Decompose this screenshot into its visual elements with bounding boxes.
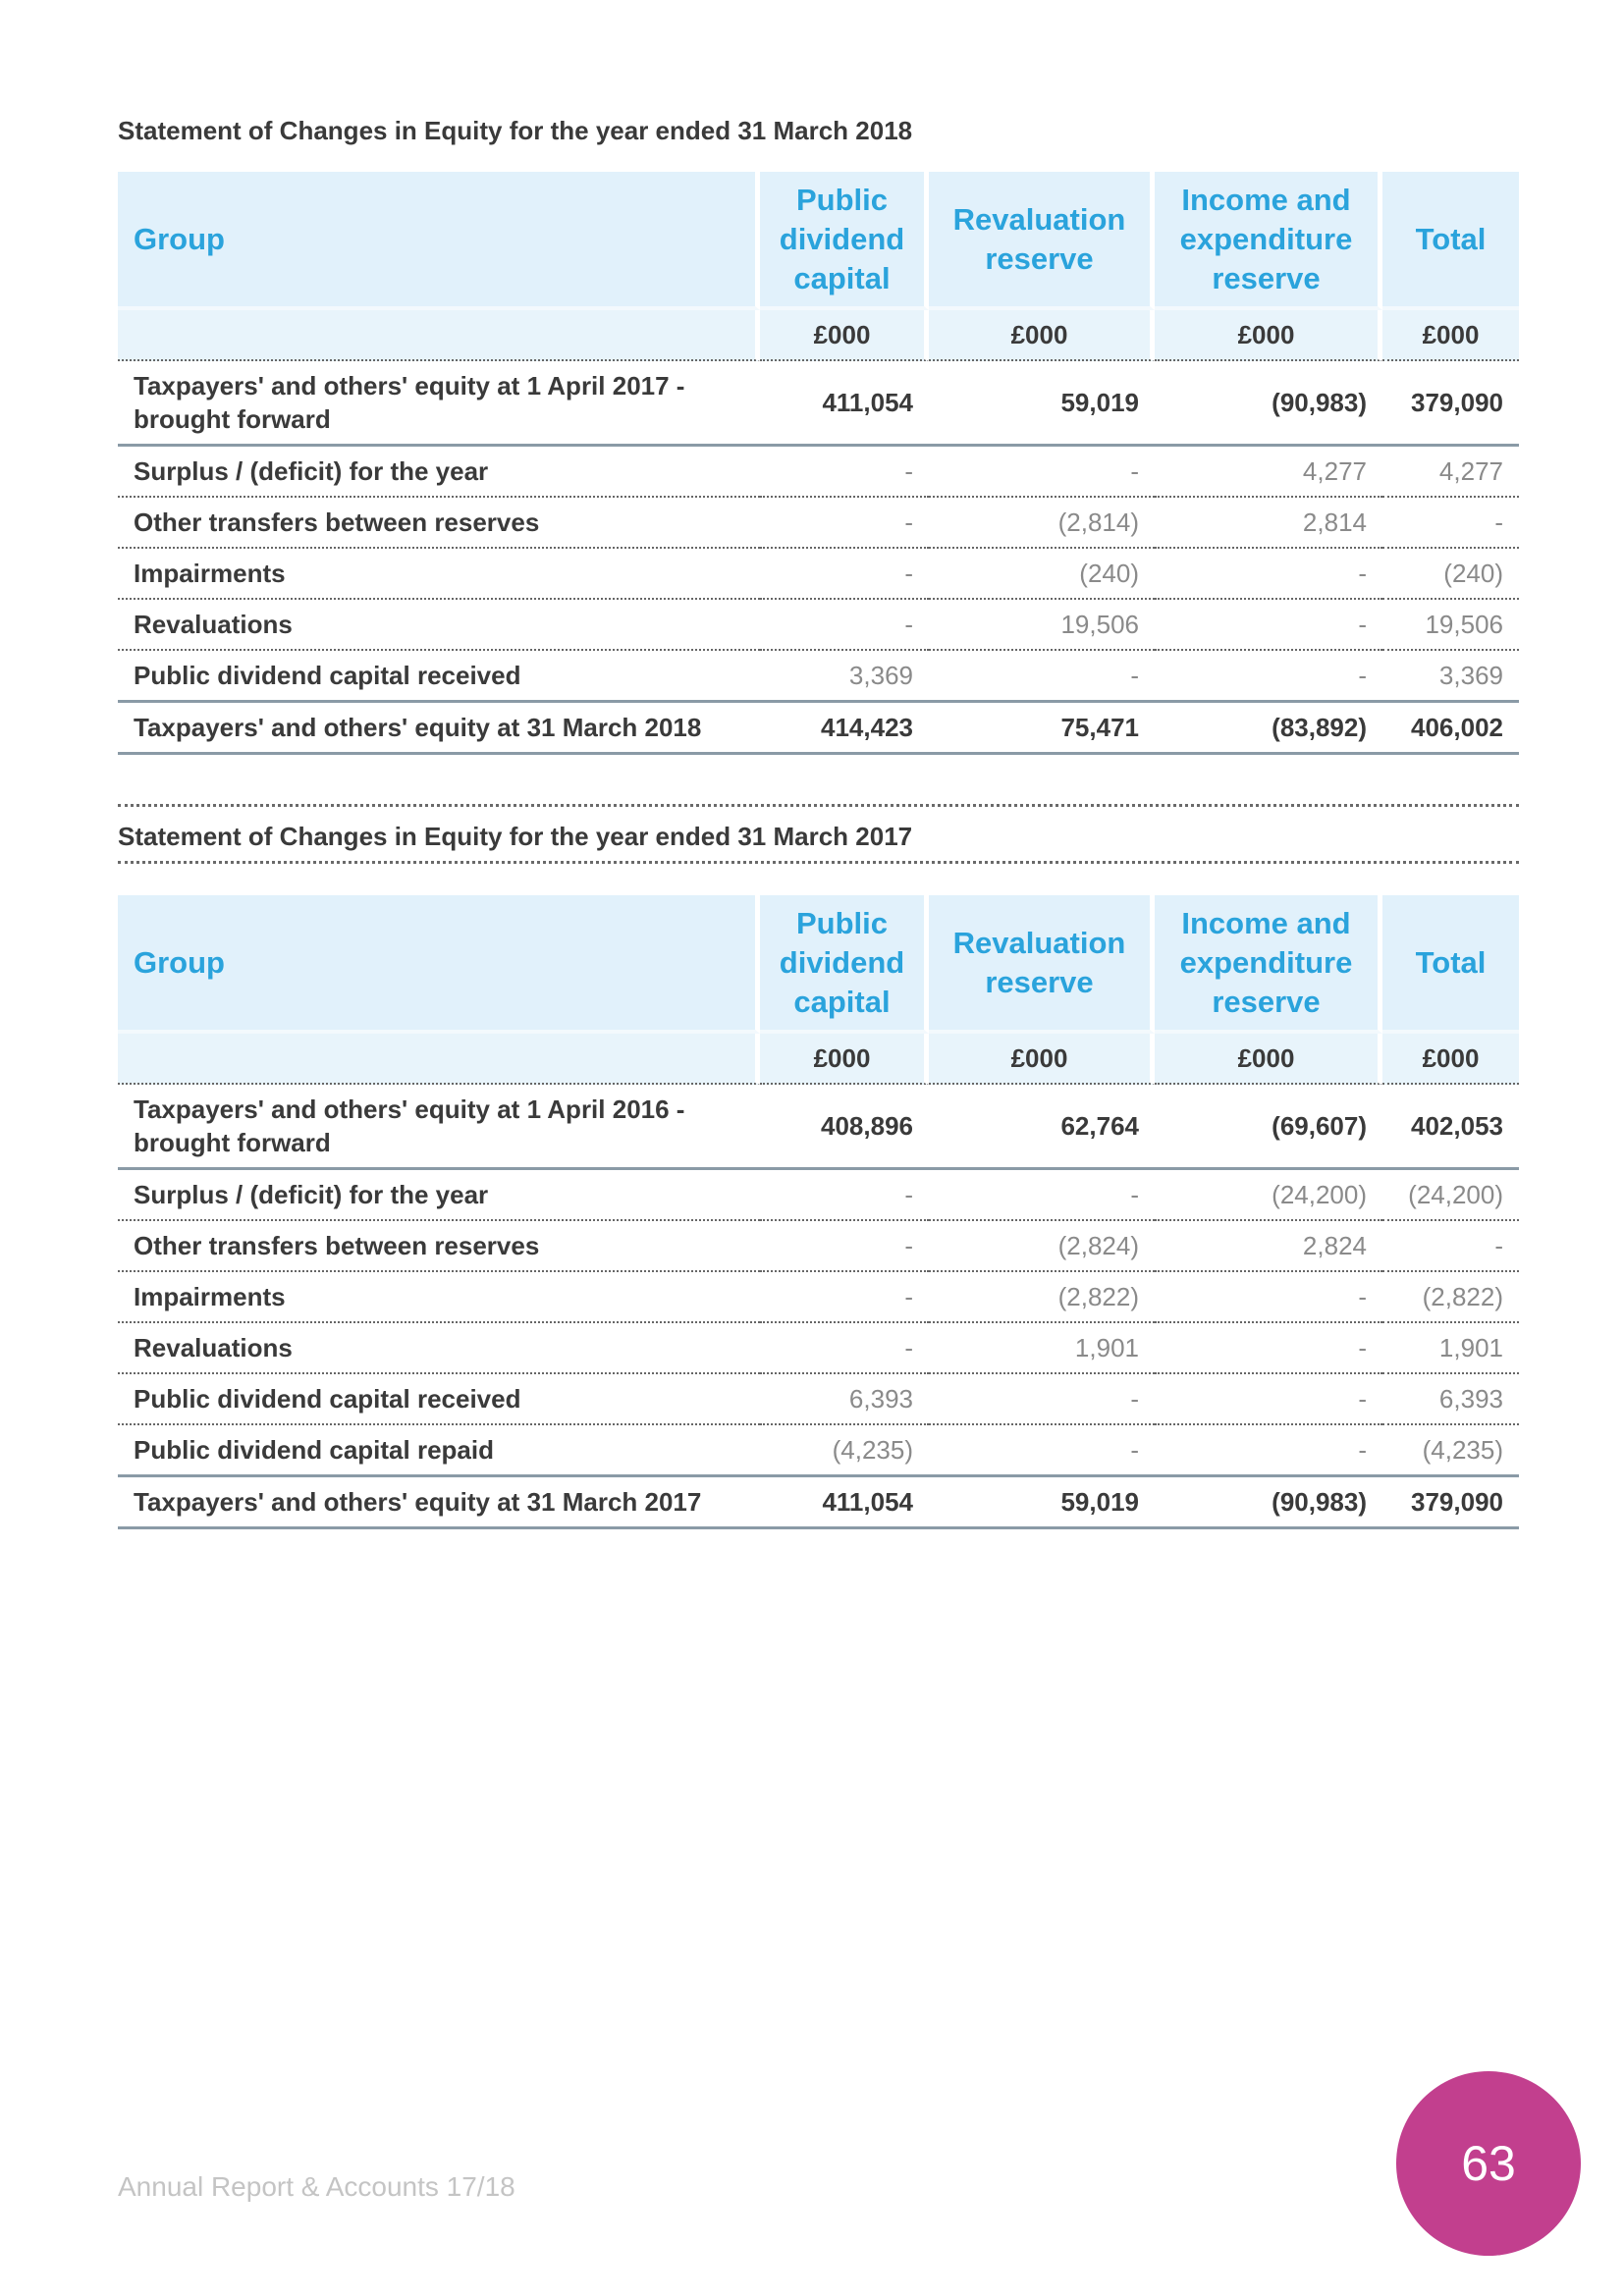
- header-row: [118, 895, 1519, 1034]
- unit-cell: £000: [1155, 310, 1382, 361]
- value-cell: -: [760, 447, 929, 498]
- unit-cell: £000: [760, 1034, 929, 1085]
- column-header: Group: [118, 172, 760, 310]
- value-cell: (83,892): [1155, 700, 1382, 755]
- row-label: Revaluations: [118, 1323, 760, 1374]
- value-cell: -: [1130, 1434, 1139, 1465]
- value-cell: (240): [929, 549, 1155, 600]
- column-header: Public dividend capital: [760, 895, 929, 1034]
- value-cell: 2,814: [1155, 498, 1382, 549]
- value-cell: 19,506: [929, 600, 1155, 651]
- value-cell: 406,002: [1382, 700, 1519, 755]
- value-cell: (2,824): [929, 1221, 1155, 1272]
- value-cell: -: [1382, 1221, 1519, 1272]
- table-row: [118, 1170, 1519, 1221]
- value-cell: -: [929, 1170, 1155, 1221]
- column-header: Group: [118, 895, 760, 1034]
- value-cell: 408,896: [760, 1085, 929, 1170]
- value-cell: 1,901: [1382, 1323, 1519, 1374]
- table-row: [118, 700, 1519, 755]
- value-cell: -: [760, 1170, 929, 1221]
- column-header: Total: [1382, 172, 1519, 310]
- table-title-2018: Statement of Changes in Equity for the year ended 31 March 2018: [118, 116, 913, 145]
- column-header: Income and expenditure reserve: [1155, 172, 1382, 310]
- table-row: [118, 600, 1519, 651]
- table-row: [118, 1272, 1519, 1323]
- table-row: [118, 1425, 1519, 1474]
- unit-cell: [118, 310, 760, 361]
- table-row: [118, 1323, 1519, 1374]
- value-cell: (240): [1382, 549, 1519, 600]
- unit-cell: £000: [1382, 1034, 1519, 1085]
- value-cell: -: [1130, 660, 1139, 690]
- value-cell: 411,054: [760, 1474, 929, 1529]
- value-cell: -: [1155, 1374, 1382, 1425]
- divider: [118, 804, 1519, 807]
- value-cell: 59,019: [929, 361, 1155, 447]
- column-header: Total: [1382, 895, 1519, 1034]
- value-cell: 3,369: [1438, 660, 1503, 690]
- equity-table-2018: [118, 172, 1519, 755]
- value-cell: -: [1358, 660, 1367, 690]
- row-label: Impairments: [118, 549, 760, 600]
- equity-table-2017: [118, 895, 1519, 1529]
- value-cell: 62,764: [929, 1085, 1155, 1170]
- row-label: Public dividend capital received: [134, 660, 521, 690]
- value-cell: -: [760, 1221, 929, 1272]
- row-label: Public dividend capital repaid: [134, 1434, 494, 1465]
- value-cell: (24,200): [1382, 1170, 1519, 1221]
- value-cell: -: [1155, 549, 1382, 600]
- units-row: [118, 1034, 1519, 1085]
- page-number-badge: 63: [1396, 2071, 1581, 2256]
- value-cell: (90,983): [1155, 361, 1382, 447]
- header-row: [118, 172, 1519, 310]
- unit-cell: £000: [1382, 310, 1519, 361]
- table-row: [118, 447, 1519, 498]
- value-cell: -: [1382, 498, 1519, 549]
- value-cell: (2,822): [1382, 1272, 1519, 1323]
- value-cell: (4,235): [1422, 1434, 1503, 1465]
- table-row: [118, 1085, 1519, 1170]
- table-row: [118, 1474, 1519, 1529]
- table-title-2017: Statement of Changes in Equity for the year ended 31 March 2017: [118, 822, 913, 851]
- value-cell: 379,090: [1382, 1474, 1519, 1529]
- row-label: Taxpayers' and others' equity at 1 April 2017 - brought forward: [118, 361, 760, 447]
- value-cell: (69,607): [1155, 1085, 1382, 1170]
- row-label: Taxpayers' and others' equity at 31 March 2017: [118, 1474, 760, 1529]
- value-cell: (2,814): [929, 498, 1155, 549]
- value-cell: 379,090: [1382, 361, 1519, 447]
- column-header: Revaluation reserve: [929, 895, 1155, 1034]
- value-cell: -: [760, 549, 929, 600]
- value-cell: (2,822): [929, 1272, 1155, 1323]
- unit-cell: £000: [760, 310, 929, 361]
- table-row: [118, 1374, 1519, 1425]
- value-cell: -: [1155, 1323, 1382, 1374]
- value-cell: -: [760, 1272, 929, 1323]
- row-label: Surplus / (deficit) for the year: [118, 447, 760, 498]
- unit-cell: [118, 1034, 760, 1085]
- row-label: Other transfers between reserves: [118, 498, 760, 549]
- row-label: Other transfers between reserves: [118, 1221, 760, 1272]
- value-cell: 414,423: [760, 700, 929, 755]
- value-cell: 6,393: [1382, 1374, 1519, 1425]
- divider: [118, 861, 1519, 864]
- footer-text: Annual Report & Accounts 17/18: [118, 2171, 515, 2202]
- row-label: Impairments: [118, 1272, 760, 1323]
- table-row: [118, 1221, 1519, 1272]
- value-cell: -: [1155, 600, 1382, 651]
- value-cell: -: [760, 600, 929, 651]
- value-cell: -: [1358, 1434, 1367, 1465]
- unit-cell: £000: [929, 310, 1155, 361]
- value-cell: (24,200): [1155, 1170, 1382, 1221]
- value-cell: -: [760, 1323, 929, 1374]
- table-row: [118, 549, 1519, 600]
- table-row: [118, 498, 1519, 549]
- unit-cell: £000: [929, 1034, 1155, 1085]
- row-label: Public dividend capital received: [118, 1374, 760, 1425]
- value-cell: 6,393: [760, 1374, 929, 1425]
- value-cell: 4,277: [1155, 447, 1382, 498]
- value-cell: -: [760, 498, 929, 549]
- value-cell: -: [929, 447, 1155, 498]
- table-row: [118, 361, 1519, 447]
- value-cell: 411,054: [760, 361, 929, 447]
- value-cell: 19,506: [1382, 600, 1519, 651]
- column-header: Public dividend capital: [760, 172, 929, 310]
- row-label: Taxpayers' and others' equity at 1 April 2016 - brought forward: [118, 1085, 760, 1170]
- value-cell: (4,235): [832, 1434, 913, 1465]
- value-cell: 2,824: [1155, 1221, 1382, 1272]
- value-cell: 402,053: [1382, 1085, 1519, 1170]
- value-cell: -: [929, 1374, 1155, 1425]
- row-label: Revaluations: [118, 600, 760, 651]
- row-label: Surplus / (deficit) for the year: [118, 1170, 760, 1221]
- value-cell: 4,277: [1382, 447, 1519, 498]
- column-header: Revaluation reserve: [929, 172, 1155, 310]
- value-cell: 75,471: [929, 700, 1155, 755]
- row-label: Taxpayers' and others' equity at 31 March 2018: [118, 700, 760, 755]
- value-cell: -: [1155, 1272, 1382, 1323]
- value-cell: 3,369: [848, 660, 913, 690]
- value-cell: 59,019: [929, 1474, 1155, 1529]
- units-row: [118, 310, 1519, 361]
- unit-cell: £000: [1155, 1034, 1382, 1085]
- table-row: [118, 651, 1519, 700]
- column-header: Income and expenditure reserve: [1155, 895, 1382, 1034]
- value-cell: (90,983): [1155, 1474, 1382, 1529]
- value-cell: 1,901: [929, 1323, 1155, 1374]
